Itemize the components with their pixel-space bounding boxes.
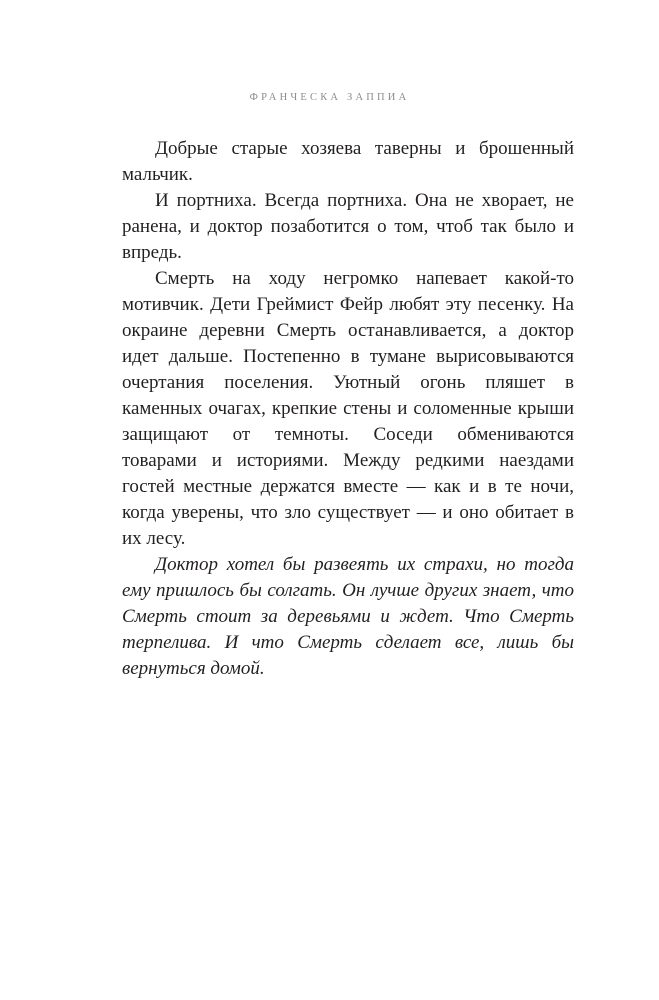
paragraph: И портниха. Всегда портниха. Она не хворает, не ранена, и доктор позаботится о том, чтоб так было и впредь. [122,190,574,263]
running-header: ФРАНЧЕСКА ЗАППИА [249,92,410,103]
body-text [122,136,574,682]
paragraph: Смерть на ходу негромко напевает какой-то мотивчик. Дети Греймист Фейр любят эту песенку. На окраине деревни Смерть останавливается, а доктор идет дальше. Постепенно в тумане вырисовываются очертания поселения. Уютный огонь пляшет в каменных очагах, крепкие стены и соломенные крыши защищают от темноты. Соседи обмениваются товарами и историями. Между редкими наездами гостей местные держатся вместе — как и в те ночи, когда уверены, что зло существует — и оно обитает в их лесу. [122,268,574,549]
paragraph: Добрые старые хозяева таверны и брошенный мальчик. [122,138,574,185]
paragraph-italic: Доктор хотел бы развеять их страхи, но тогда ему пришлось бы солгать. Он лучше других знает, что Смерть стоит за деревьями и ждет. Что Смерть терпелива. И что Смерть сделает все, лишь бы вернуться домой. [122,554,574,679]
